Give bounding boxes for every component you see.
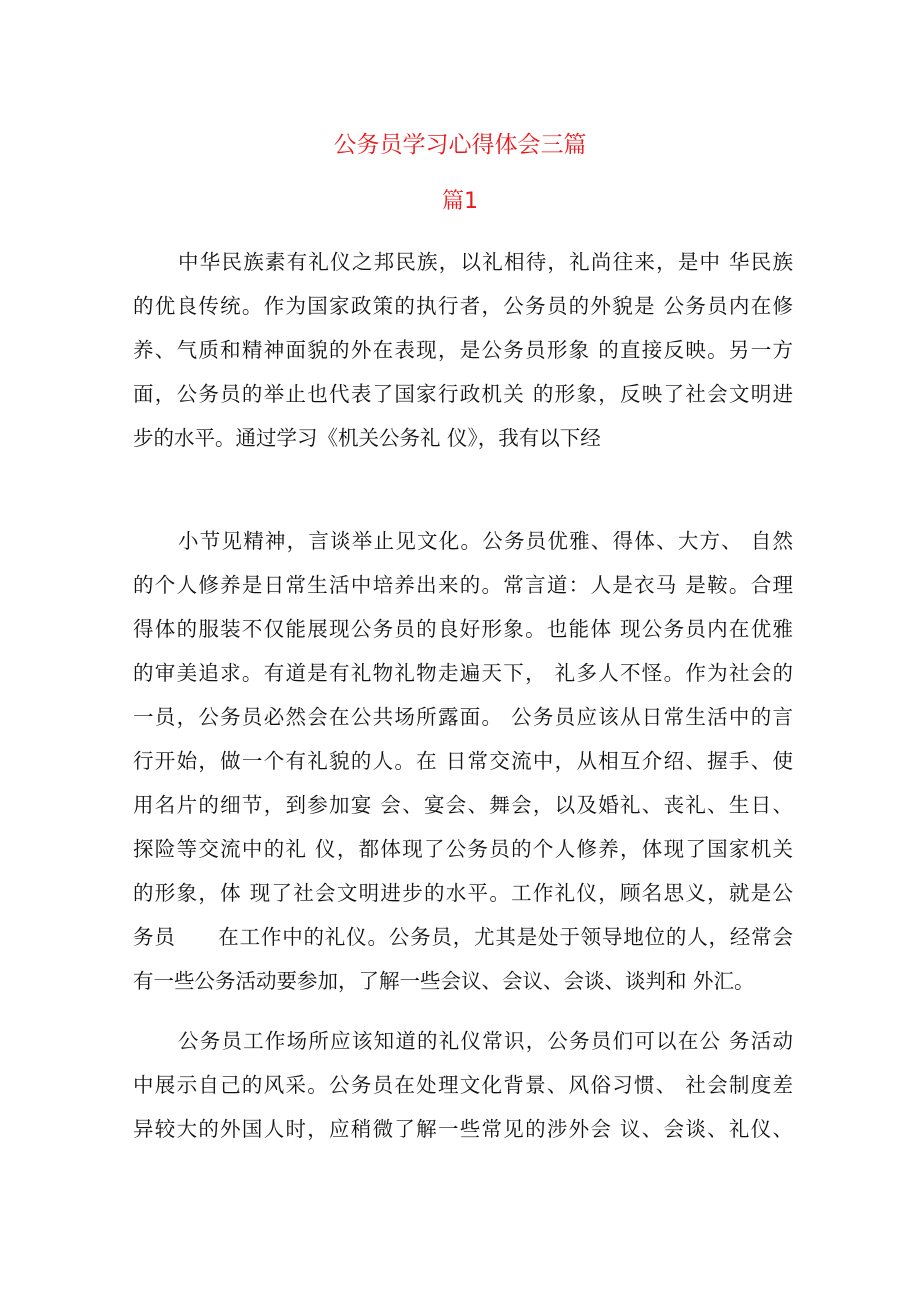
paragraph-line: 的个人修养是日常生活中培养出来的。常言道：人是衣马 是鞍。合理 bbox=[133, 573, 793, 597]
document-title: 公务员学习心得体会三篇 bbox=[333, 132, 587, 158]
paragraph-line: 的优良传统。作为国家政策的执行者，公务员的外貌是 公务员内在修 bbox=[133, 294, 793, 318]
paragraph-line: 中华民族素有礼仪之邦民族，以礼相待，礼尚往来，是中 华民族 bbox=[178, 250, 793, 274]
paragraph-line: 得体的服装不仅能展现公务员的良好形象。也能体 现公务员内在优雅 bbox=[133, 617, 793, 641]
section-heading: 篇1 bbox=[442, 189, 478, 214]
paragraph-line: 小节见精神，言谈举止见文化。公务员优雅、得体、大方、 自然 bbox=[178, 529, 793, 553]
paragraph-1 bbox=[133, 240, 793, 460]
paragraph-line: 养、气质和精神面貌的外在表现，是公务员形象 的直接反映。另一方 bbox=[133, 338, 793, 362]
paragraph-line: 公务员工作场所应该知道的礼仪常识，公务员们可以在公 务活动 bbox=[178, 1029, 793, 1053]
paragraph-line: 行开始，做一个有礼貌的人。在 日常交流中，从相互介绍、握手、使 bbox=[133, 749, 793, 773]
paragraph-line: 一员，公务员必然会在公共场所露面。 公务员应该从日常生活中的言 bbox=[133, 705, 793, 729]
paragraph-2 bbox=[133, 519, 793, 1003]
paragraph-line: 务员 在工作中的礼仪。公务员，尤其是处于领导地位的人，经常会 bbox=[133, 925, 793, 949]
paragraph-line: 有一些公务活动要参加，了解一些会议、会议、会谈、谈判和 外汇。 bbox=[133, 969, 755, 993]
paragraph-line: 中展示自己的风采。公务员在处理文化背景、风俗习惯、 社会制度差 bbox=[133, 1073, 793, 1097]
paragraph-line: 面，公务员的举止也代表了国家行政机关 的形象，反映了社会文明进 bbox=[133, 382, 793, 406]
paragraph-line: 异较大的外国人时，应稍微了解一些常见的涉外会 议、会谈、礼仪、 bbox=[133, 1117, 793, 1141]
paragraph-line: 步的水平。通过学习《机关公务礼 仪》，我有以下经 bbox=[133, 426, 601, 450]
paragraph-line: 的审美追求。有道是有礼物礼物走遍天下， 礼多人不怪。作为社会的 bbox=[133, 661, 793, 685]
paragraph-line: 的形象，体 现了社会文明进步的水平。工作礼仪，顾名思义，就是公 bbox=[133, 881, 793, 905]
paragraph-line: 用名片的细节，到参加宴 会、宴会、舞会，以及婚礼、丧礼、生日、 bbox=[133, 793, 793, 817]
paragraph-3 bbox=[133, 1019, 793, 1151]
paragraph-line: 探险等交流中的礼 仪，都体现了公务员的个人修养，体现了国家机关 bbox=[133, 837, 793, 861]
